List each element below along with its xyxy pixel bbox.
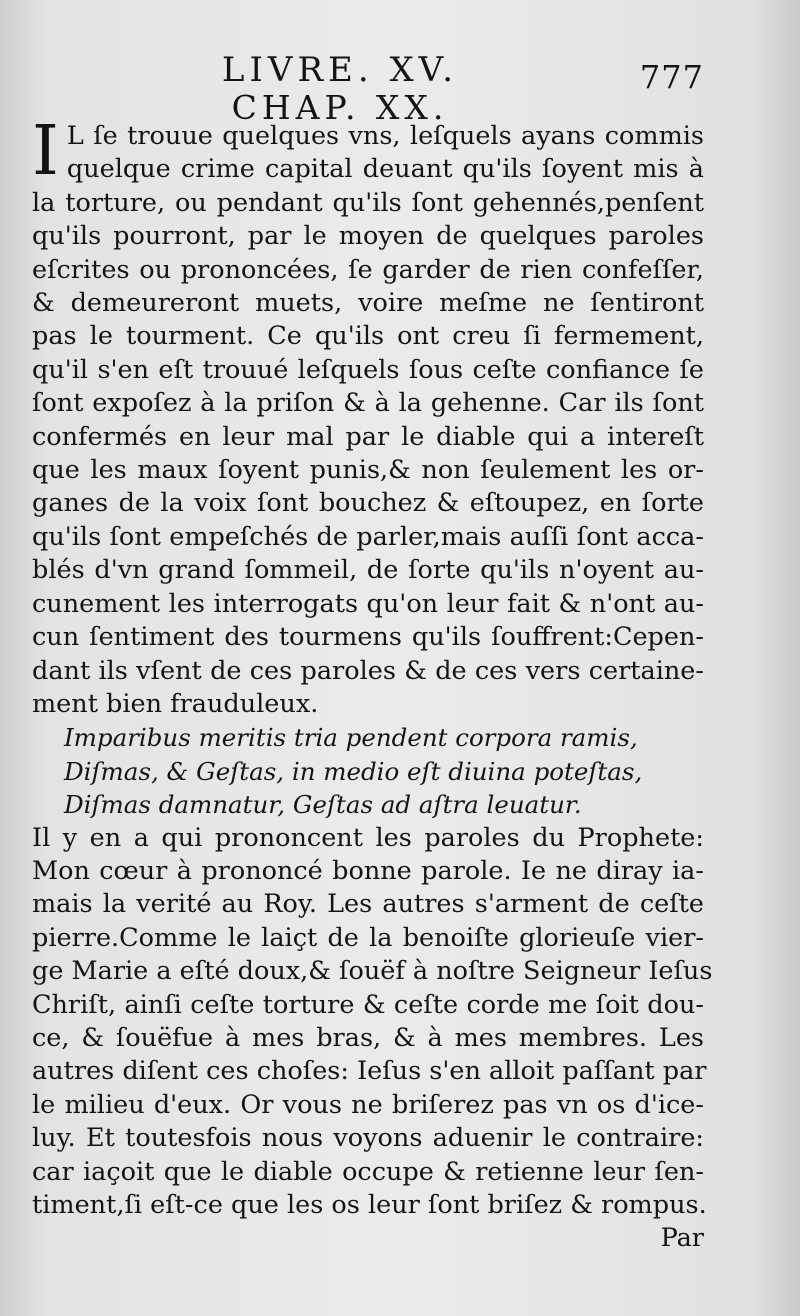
text-line: ſont expoſez à la priſon & à la gehenne. Car ils ſont	[32, 388, 704, 419]
text-line: pierre.Comme le laiçt de la benoiſte glorieuſe vier-	[32, 922, 704, 953]
text-line: quelque crime capital deuant qu'ils ſoyent mis à	[66, 154, 704, 185]
text-line: ge Marie a eſté doux,& ſouëf à noſtre Seigneur Ieſus	[32, 956, 713, 987]
text-line: L ſe trouue quelques vns, leſquels ayans commis	[66, 121, 704, 151]
text-line: ment bien frauduleux.	[32, 688, 319, 719]
text-line: Il y en a qui prononcent les paroles du Prophete:	[32, 822, 704, 853]
text-line: ce, & ſouëfue à mes bras, & à mes membres. Les	[32, 1022, 704, 1053]
running-head: LIVRE. XV.	[221, 50, 459, 90]
text-line: cunement les interrogats qu'on leur fait & n'ont au-	[32, 588, 704, 619]
text-line: blés d'vn grand ſommeil, de ſorte qu'ils n'oyent au-	[32, 555, 704, 586]
text-line: timent,ſi eſt-ce que les os leur ſont briſez & rompus.	[32, 1190, 707, 1220]
text-line: car iaçoit que le diable occupe & retienne leur ſen-	[32, 1156, 704, 1187]
text-line: autres diſent ces choſes: Ieſus s'en alloit paſſant par	[32, 1056, 707, 1087]
text-line: dant ils vſent de ces paroles & de ces vers certaine-	[32, 655, 704, 686]
text-line: luy. Et toutesfois nous voyons aduenir le contraire:	[32, 1123, 704, 1154]
catchword: Par	[660, 1223, 704, 1254]
drop-cap: I	[32, 112, 59, 191]
text-line: qu'il s'en eſt trouué leſquels ſous ceſte confiance ſe	[32, 354, 704, 385]
latin-verse: Diſmas damnatur, Geſtas ad aſtra leuatur.	[64, 790, 582, 820]
text-line: que les maux ſoyent punis,& non ſeulement les or-	[32, 455, 704, 486]
text-line: le milieu d'eux. Or vous ne briſerez pas vn os d'ice-	[32, 1089, 704, 1120]
text-line: eſcrites ou prononcées, ſe garder de rien confeſſer,	[32, 254, 704, 285]
latin-verse: Imparibus meritis tria pendent corpora ramis,	[64, 723, 638, 753]
chapter-heading: CHAP. XX.	[231, 88, 449, 127]
text-line: qu'ils ſont empeſchés de parler,mais auſſi ſont acca-	[32, 521, 704, 552]
text-line: cun ſentiment des tourmens qu'ils ſouffrent:Cepen-	[32, 622, 704, 653]
text-line: confermés en leur mal par le diable qui a intereſt	[32, 421, 704, 452]
text-line: Mon cœur à prononcé bonne parole. Ie ne diray ia-	[32, 855, 704, 886]
text-line: qu'ils pourront, par le moyen de quelques paroles	[32, 221, 704, 252]
body-text	[32, 112, 713, 1256]
text-line: & demeureront muets, voire meſme ne ſentiront	[32, 288, 704, 319]
text-line: pas le tourment. Ce qu'ils ont creu ſi fermement,	[32, 321, 704, 352]
page-number: 777	[639, 58, 704, 96]
text-line: la torture, ou pendant qu'ils ſont gehennés,penſent	[32, 187, 704, 218]
latin-verse: Diſmas, & Geſtas, in medio eſt diuina poteſtas,	[64, 756, 643, 786]
text-line: ganes de la voix ſont bouchez & eſtoupez, en ſorte	[32, 488, 704, 519]
text-line: mais la verité au Roy. Les autres s'arment de ceſte	[32, 889, 704, 920]
text-line: Chriſt, ainſi ceſte torture & ceſte corde me ſoit dou-	[32, 989, 704, 1020]
